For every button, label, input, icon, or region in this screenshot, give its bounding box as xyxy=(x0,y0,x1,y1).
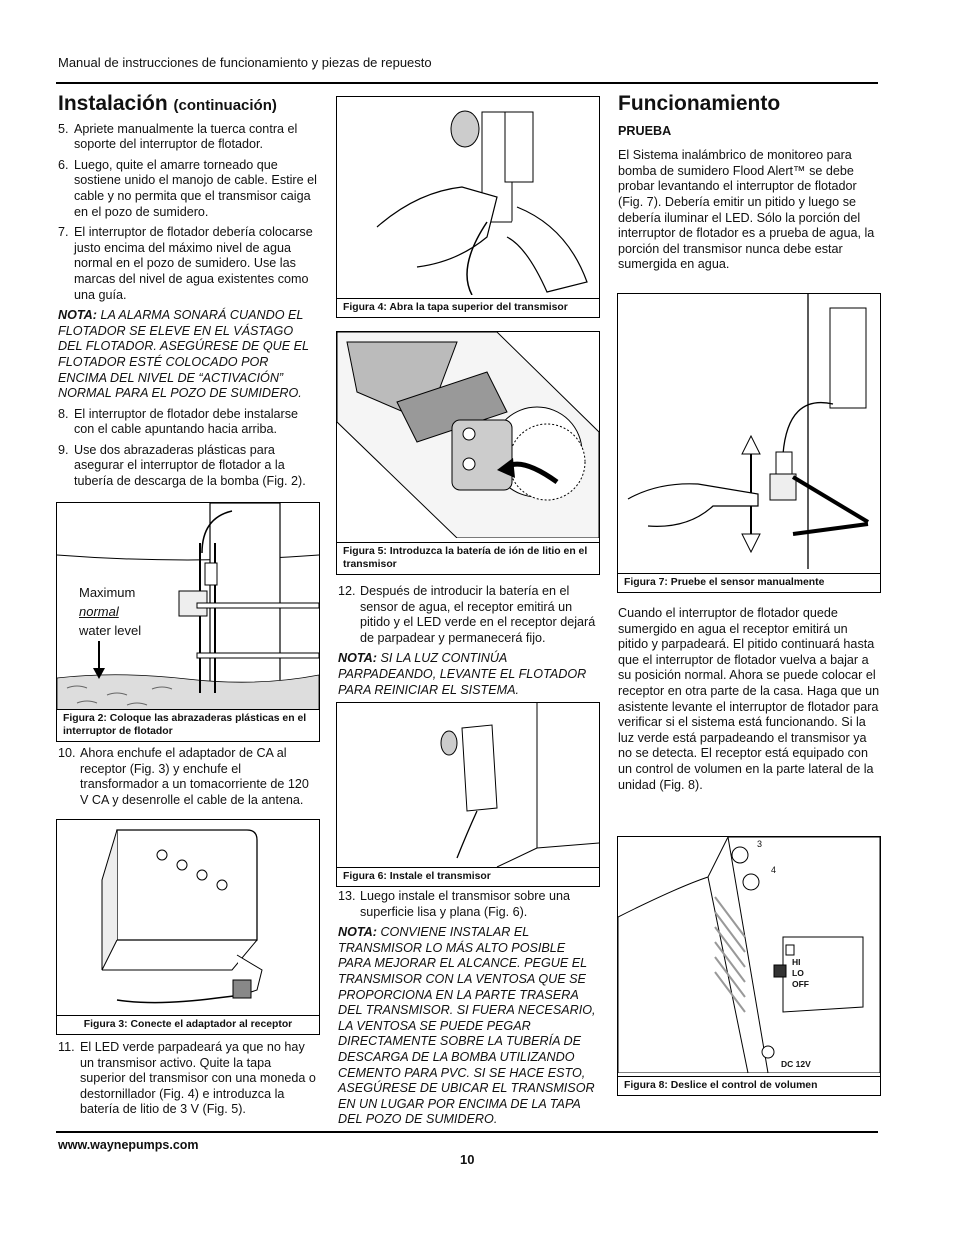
note-luz: NOTA: SI LA LUZ CONTINÚA PARPADEANDO, LEVANTE EL FLOTADOR PARA REINICIAR EL SISTEMA. xyxy=(338,651,587,697)
step-8: 8. El interruptor de flotador debe instalarse con el cable apuntando hacia arriba. xyxy=(58,406,299,437)
heading-text: Instalación xyxy=(58,92,168,115)
subheading-prueba: PRUEBA xyxy=(618,123,672,138)
figure-3 xyxy=(56,819,320,1035)
section-heading-instalacion xyxy=(58,92,320,115)
left-column-b xyxy=(58,746,320,813)
dc-label: DC 12V xyxy=(781,1059,811,1069)
figure-2 xyxy=(56,502,320,742)
paragraph-funcionamiento: Cuando el interruptor de flotador quede sumergido en agua el receptor emitirá un pitido y parpadeará. El pitido continuará hasta que el interruptor de flotador vuelva a bajar a su posición normal. Ahora se puede colocar el receptor en otra parte de la casa. Haga que un asistente levante el interruptor de flotador para verificar si el sistema está funcionando. Si la luz verde está parpadeando el transmisor ya no se detecta. El receptor está equipado con un control de volumen en la parte lateral de la unidad (Fig. 8). xyxy=(618,606,880,792)
manual-title: Manual de instrucciones de funcionamiento y piezas de repuesto xyxy=(58,55,432,70)
right-column-b xyxy=(618,606,880,798)
heading-small-text: (continuación) xyxy=(173,97,277,114)
figure-7-caption: Figura 7: Pruebe el sensor manualmente xyxy=(618,573,880,593)
figure-8 xyxy=(617,836,881,1096)
figure-5 xyxy=(336,331,600,575)
step-9: 9. Use dos abrazaderas plásticas para asegurar el interruptor de flotador a la tubería de descarga de la bomba (Fig. 2). xyxy=(58,442,306,489)
figure-8-caption: Figura 8: Deslice el control de volumen xyxy=(618,1076,880,1096)
figure-4 xyxy=(336,96,600,318)
steps-list-b xyxy=(58,407,320,490)
right-column-a xyxy=(618,92,880,278)
receiver-adapter-illustration xyxy=(57,820,319,1010)
note-instalar: NOTA: CONVIENE INSTALAR EL TRANSMISOR LO MÁS ALTO POSIBLE PARA MEJORAR EL ALCANCE. PEGUE EL TRANSMISOR CON LA VENTOSA QUE SE PROPORCIONA EN LA PARTE TRASERA DEL TRANSMISOR. SI FUERA NECESARIO, LA VENTOSA SE PUEDE PEGAR DIRECTAMENTE SOBRE LA TUBERÍA DE DESCARGA DE LA BOMBA UTILIZANDO CEMENTO PARA PVC. SI SE HACE ESTO, ASEGÚRESE DE UBICAR EL TRANSMISOR EN UN LUGAR POR ENCIMA DE LA TAPA DEL POZO DE SUMIDERO. xyxy=(338,925,596,1127)
figure-7 xyxy=(617,293,881,593)
figure-3-caption: Figura 3: Conecte el adaptador al receptor xyxy=(57,1015,319,1035)
steps-list-a xyxy=(58,122,320,304)
left-column-c xyxy=(58,1040,320,1123)
section-heading-funcionamiento: Funcionamiento xyxy=(618,92,781,115)
battery-insert-illustration xyxy=(337,332,599,538)
figure-5-caption: Figura 5: Introduzca la batería de ión de litio en el transmisor xyxy=(337,542,599,574)
volume-switch-labels: HI LO OFF xyxy=(792,957,809,989)
step-6: 6. Luego, quite el amarre torneado que sostiene unido el manojo de cable. Estire el cable y no permita que el transmisor caiga en el pozo de sumidero. xyxy=(58,157,317,219)
footer-rule xyxy=(56,1131,878,1133)
button-4-label: 4 xyxy=(771,865,777,875)
water-level-label: Maximum normal water level xyxy=(79,585,142,638)
page-number: 10 xyxy=(460,1152,475,1167)
step-13: 13. Luego instale el transmisor sobre una superficie lisa y plana (Fig. 6). xyxy=(338,889,571,919)
left-column xyxy=(58,92,320,495)
step-12: 12. Después de introducir la batería en el sensor de agua, el receptor emitirá un pitido y el LED verde en el receptor dejará de parpadear y permanecerá fijo. xyxy=(338,584,596,645)
open-transmitter-illustration xyxy=(337,97,599,295)
step-10: 10. Ahora enchufe el adaptador de CA al receptor (Fig. 3) y enchufe el transformador a un tomacorriente de 120 V CA y desenrolle el cable de la antena. xyxy=(58,746,309,807)
button-3-label: 3 xyxy=(757,839,763,849)
footer-url[interactable]: www.waynepumps.com xyxy=(58,1138,199,1152)
volume-control-illustration xyxy=(618,837,880,1073)
step-5: 5. Apriete manualmente la tuerca contra el soporte del interruptor de flotador. xyxy=(58,121,298,152)
figure-4-caption: Figura 4: Abra la tapa superior del transmisor xyxy=(337,298,599,318)
middle-column-a xyxy=(338,584,600,703)
install-transmitter-illustration xyxy=(337,703,599,867)
header-rule xyxy=(56,82,878,84)
middle-column-b xyxy=(338,889,600,1133)
note-alarma: NOTA: LA ALARMA SONARÁ CUANDO EL FLOTADOR SE ELEVE EN EL VÁSTAGO DEL FLOTADOR. ASEGÚRESE DE QUE EL FLOTADOR ESTÉ COLOCADO POR ENCIMA DEL NIVEL DE “ACTIVACIÓN” NORMAL PARA EL POZO DE SUMIDERO. xyxy=(58,308,309,401)
paragraph-prueba: El Sistema inalámbrico de monitoreo para bomba de sumidero Flood Alert™ se debe probar levantando el interruptor de flotador (Fig. 7). Debería emitir un pitido y luego se debería iluminar el LED. Sólo la porción del interruptor de flotador es a prueba de agua, la porción del transmisor nunca debe estar sumergida en agua. xyxy=(618,148,875,272)
step-7: 7. El interruptor de flotador debería colocarse justo encima del máximo nivel de agua normal en el pozo de sumidero. Use las marcas del nivel de agua existentes como una guía. xyxy=(58,225,313,302)
figure-6-caption: Figura 6: Instale el transmisor xyxy=(337,867,599,887)
figure-6 xyxy=(336,702,600,887)
figure-2-caption: Figura 2: Coloque las abrazaderas plásticas en el interruptor de flotador xyxy=(57,709,319,741)
manual-test-illustration xyxy=(618,294,880,569)
step-11: 11. El LED verde parpadeará ya que no hay un transmisor activo. Quite la tapa superior del transmisor con una moneda o destornillador (Fig. 4) e introduzca la batería de litio de 3 V (Fig. 5). xyxy=(58,1040,316,1117)
